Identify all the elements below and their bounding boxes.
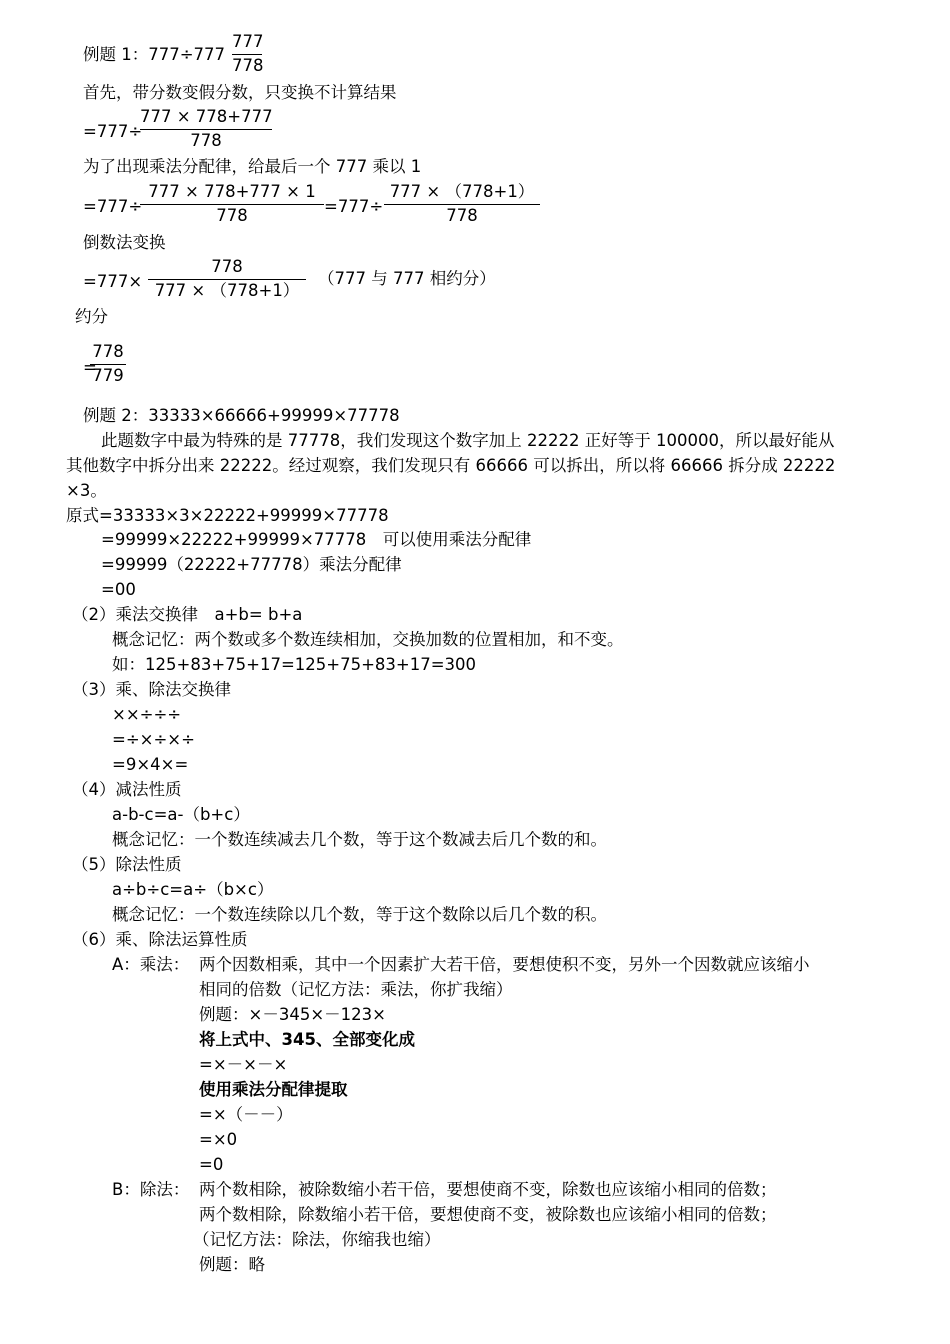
fraction-numerator: 778 xyxy=(211,257,243,276)
s4-title: （4）减法性质 xyxy=(72,780,182,799)
ex1-f2a-fraction xyxy=(140,182,324,226)
fraction-denominator: 777 × （778+1） xyxy=(154,281,300,300)
ex2-line2: =99999×22222+99999×77778 可以使用乘法分配律 xyxy=(101,530,532,549)
ex1-f1-fraction xyxy=(140,107,272,151)
s6-title: （6）乘、除法运算性质 xyxy=(72,930,248,949)
s6-b-text1: 两个数相除，被除数缩小若干倍，要想使商不变，除数也应该缩小相同的倍数； xyxy=(199,1180,777,1199)
ex1-f3-note: （777 与 777 相约分） xyxy=(318,269,496,288)
s6-a-bold1: 将上式中、345、全部变化成 xyxy=(199,1030,415,1049)
fraction-bar xyxy=(90,364,126,365)
s6-b-label: B：除法： xyxy=(112,1180,190,1199)
s4-formula: a-b-c=a-（b+c） xyxy=(112,805,250,824)
ex2-line4: =00 xyxy=(101,580,136,599)
ex2-title: 例题 2：33333×66666+99999×77778 xyxy=(83,406,400,425)
s6-a-text1: 两个因数相乘，其中一个因素扩大若干倍，要想使积不变，另外一个因数就应该缩小 xyxy=(199,955,810,974)
s6-a-example: 例题：×－345×－123× xyxy=(199,1005,386,1024)
ex2-line3: =99999（22222+77778）乘法分配律 xyxy=(101,555,402,574)
s2-concept: 概念记忆：两个数或多个数连续相加，交换加数的位置相加，和不变。 xyxy=(112,630,624,649)
s6-a-label: A：乘法： xyxy=(112,955,190,974)
fraction-numerator: 777 × 778+777 × 1 xyxy=(148,182,316,201)
ex1-step3: 倒数法变换 xyxy=(83,233,166,252)
fraction-numerator: 777 xyxy=(232,32,264,51)
fraction-bar xyxy=(148,279,306,280)
s5-concept: 概念记忆：一个数连续除以几个数，等于这个数除以后几个数的积。 xyxy=(112,905,607,924)
ex1-f1-prefix: =777÷ xyxy=(83,122,143,141)
ex1-f2-prefix: =777÷ xyxy=(83,197,143,216)
fraction-numerator: 777 × 778+777 xyxy=(140,107,273,126)
ex2-paragraph-line2: 其他数字中拆分出来 22222。经过观察，我们发现只有 66666 可以拆出，所以将 66666 拆分成 22222 xyxy=(66,456,836,475)
s5-formula: a÷b÷c=a÷（b×c） xyxy=(112,880,274,899)
ex1-step2: 为了出现乘法分配律，给最后一个 777 乘以 1 xyxy=(83,157,422,176)
s6-a-line2: =×（－－） xyxy=(199,1105,293,1124)
s4-concept: 概念记忆：一个数连续减去几个数，等于这个数减去后几个数的和。 xyxy=(112,830,607,849)
ex2-line1: 原式=33333×3×22222+99999×77778 xyxy=(66,506,389,525)
s2-title: （2）乘法交换律 a+b= b+a xyxy=(72,605,303,624)
s6-a-line1: =×－×－× xyxy=(199,1055,288,1074)
fraction-denominator: 778 xyxy=(446,206,478,225)
ex1-f4-prefix: = xyxy=(83,358,97,377)
s6-b-text2: 两个数相除，除数缩小若干倍，要想使商不变，被除数也应该缩小相同的倍数； xyxy=(199,1205,777,1224)
s6-a-line3: =×0 xyxy=(199,1130,238,1149)
fraction-denominator: 778 xyxy=(216,206,248,225)
s6-a-text2: 相同的倍数（记忆方法：乘法，你扩我缩） xyxy=(199,980,513,999)
fraction-bar xyxy=(232,54,262,55)
ex1-title: 例题 1：777÷777 xyxy=(83,45,226,64)
fraction-bar xyxy=(140,129,272,130)
s3-line2: =÷×÷×÷ xyxy=(112,730,195,749)
ex2-paragraph-line3: ×3。 xyxy=(66,481,107,500)
ex1-f2-mid: =777÷ xyxy=(324,197,384,216)
s3-line3: =9×4×= xyxy=(112,755,189,774)
ex1-f4-fraction xyxy=(90,342,126,386)
fraction-denominator: 778 xyxy=(190,131,222,150)
s3-line1: ××÷÷÷ xyxy=(112,705,182,724)
s6-b-example: 例题：略 xyxy=(199,1255,265,1274)
ex2-paragraph-line1: 此题数字中最为特殊的是 77778，我们发现这个数字加上 22222 正好等于 100000，所以最好能从 xyxy=(101,431,835,450)
fraction-denominator: 779 xyxy=(92,366,124,385)
fraction-bar xyxy=(140,204,324,205)
s6-a-bold2: 使用乘法分配律提取 xyxy=(199,1080,348,1099)
fraction-numerator: 778 xyxy=(92,342,124,361)
ex1-f3-prefix: =777× xyxy=(83,272,143,291)
s2-example: 如：125+83+75+17=125+75+83+17=300 xyxy=(112,655,477,674)
s6-b-text3: （记忆方法：除法，你缩我也缩） xyxy=(193,1230,441,1249)
ex1-title-fraction xyxy=(232,32,262,76)
fraction-denominator: 778 xyxy=(232,56,264,75)
ex1-step4: 约分 xyxy=(75,307,108,326)
fraction-numerator: 777 × （778+1） xyxy=(389,182,535,201)
s3-title: （3）乘、除法交换律 xyxy=(72,680,231,699)
ex1-f2b-fraction xyxy=(384,182,540,226)
fraction-bar xyxy=(384,204,540,205)
ex1-step1: 首先，带分数变假分数，只变换不计算结果 xyxy=(83,83,397,102)
s6-a-line4: =0 xyxy=(199,1155,224,1174)
s5-title: （5）除法性质 xyxy=(72,855,182,874)
ex1-f3-fraction xyxy=(148,257,306,301)
